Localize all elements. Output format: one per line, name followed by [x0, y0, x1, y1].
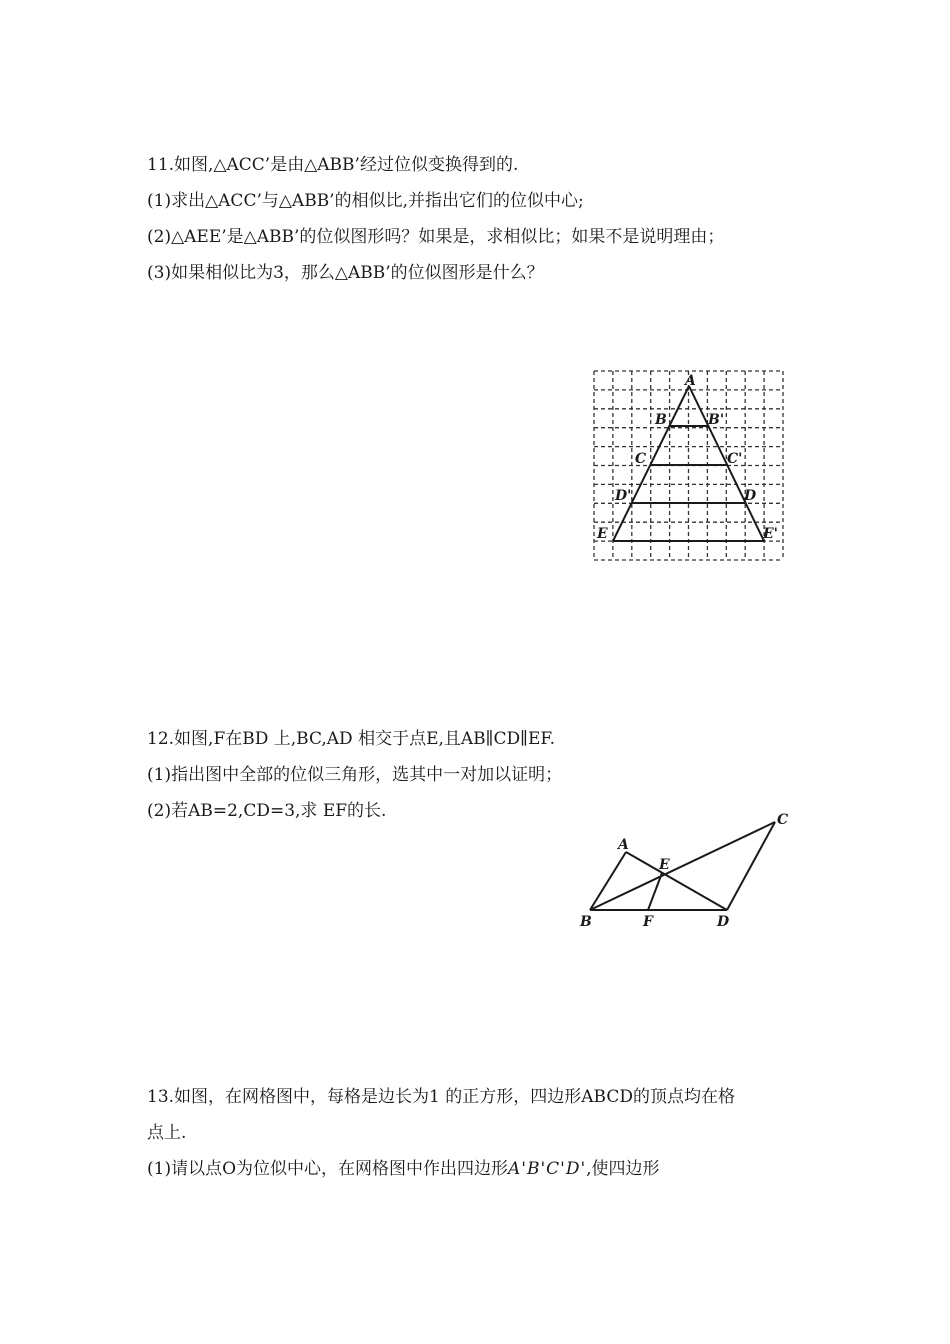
label-B: B	[580, 914, 592, 930]
q13-title-line1: 13.如图，在网格图中，每格是边长为1 的正方形，四边形ABCD的顶点均在格	[147, 1087, 735, 1107]
q11-part1: (1)求出△ACC’与△ABB’的相似比,并指出它们的位似中心;	[147, 191, 584, 211]
q12-part2: (2)若AB=2,CD=3,求 EF的长.	[147, 801, 387, 821]
q12-title: 12.如图,F在BD 上,BC,AD 相交于点E,且AB∥CD∥EF.	[147, 729, 555, 749]
q11-title: 11.如图,△ACC’是由△ABB’经过位似变换得到的.	[147, 155, 519, 175]
q11-figure-grid-triangle	[588, 366, 788, 566]
label-E: E	[597, 526, 608, 542]
label-D-prime: D'	[615, 488, 632, 504]
label-A: A	[685, 373, 696, 389]
figure-lines	[590, 822, 775, 910]
q11-part2: (2)△AEE’是△ABB’的位似图形吗？如果是，求相似比；如果不是说明理由；	[147, 227, 725, 247]
q13-part1-text: (1)请以点O为位似中心，在网格图中作出四边形	[147, 1159, 509, 1179]
q11-part3: (3)如果相似比为3，那么△ABB’的位似图形是什么？	[147, 263, 544, 283]
label-E: E	[659, 857, 670, 873]
q12-figure	[570, 805, 800, 940]
label-B: B	[655, 412, 667, 428]
label-C-prime: C'	[727, 451, 743, 467]
label-B-prime: B'	[708, 412, 725, 428]
q13-title-line2: 点上.	[147, 1123, 187, 1143]
label-C: C	[777, 812, 789, 828]
label-D: D	[717, 914, 730, 930]
label-A: A	[618, 837, 629, 853]
q13-part1-tail: ,使四边形	[586, 1159, 660, 1179]
label-D: D	[744, 488, 757, 504]
q13-part1	[147, 1158, 660, 1180]
label-E-prime: E'	[763, 526, 778, 542]
q13-part1-math: A'B'C'D'	[508, 1159, 587, 1179]
q12-part1: (1)指出图中全部的位似三角形，选其中一对加以证明；	[147, 765, 563, 785]
label-C: C	[635, 451, 647, 467]
label-F: F	[643, 914, 653, 930]
